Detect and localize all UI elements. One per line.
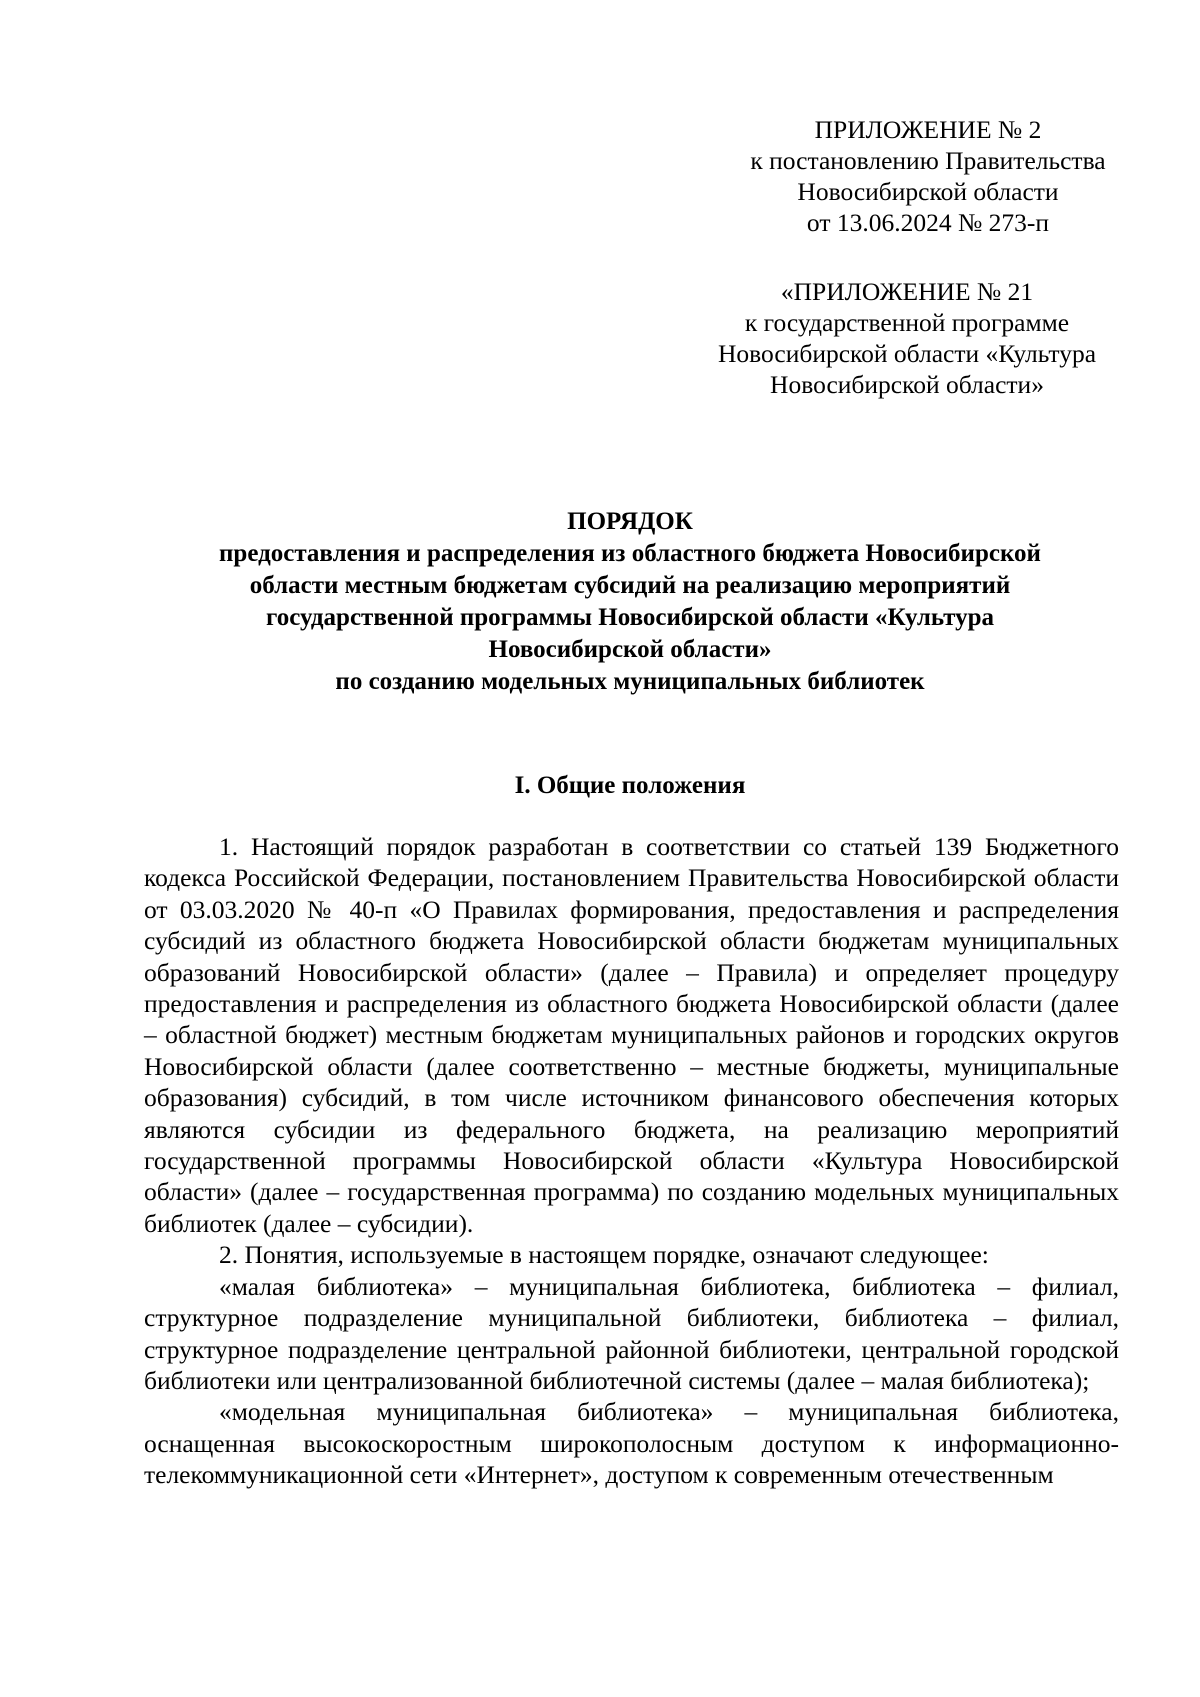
title-line: Новосибирской области» bbox=[488, 636, 772, 663]
paragraph: 1. Настоящий порядок разработан в соответствии со статьей 139 Бюджетного кодекса Российской Федерации, постановлением Правительства Новосибирской области от 03.03.2020 № 40-п «О Правилах формирования, предоставления и распределения субсидий из областного бюджета Новосибирской области бюджетам муниципальных образований Новосибирской области» (далее – Правила) и определяет процедуру предоставления и распределения из областного бюджета Новосибирской области (далее – областной бюджет) местным бюджетам муниципальных районов и городских округов Новосибирской области (далее соответственно – местные бюджеты, муниципальные образования) субсидий, в том числе источником финансового обеспечения которых являются субсидии из федерального бюджета, на реализацию мероприятий государственной программы Новосибирской области «Культура Новосибирской области» (далее – государственная программа) по созданию модельных муниципальных библиотек (далее – субсидии). bbox=[144, 832, 1119, 1238]
appendix-line: к постановлению Правительства bbox=[750, 146, 1106, 175]
section-heading: I. Общие положения bbox=[514, 772, 746, 799]
appendix-line: Новосибирской области» bbox=[770, 370, 1044, 399]
title-line: предоставления и распределения из областного бюджета Новосибирской bbox=[219, 540, 1041, 567]
title-line: по созданию модельных муниципальных библиотек bbox=[335, 668, 925, 695]
appendix-header bbox=[728, 114, 1128, 238]
document-title bbox=[140, 506, 1120, 698]
appendix-line: от 13.06.2024 № 273-п bbox=[806, 208, 1050, 237]
title-line: области местным бюджетам субсидий на реализацию мероприятий bbox=[249, 572, 1011, 599]
appendix-line: Новосибирской области bbox=[797, 177, 1059, 206]
appendix-line: к государственной программе bbox=[744, 308, 1070, 337]
appendix-line: ПРИЛОЖЕНИЕ № 2 bbox=[814, 115, 1042, 144]
paragraph: «малая библиотека» – муниципальная библиотека, библиотека – филиал, структурное подразделение муниципальной библиотеки, библиотека – филиал, структурное подразделение центральной районной библиотеки, центральной городской библиотеки или централизованной библиотечной системы (далее – малая библиотека); bbox=[144, 1271, 1119, 1395]
title-line: государственной программы Новосибирской области «Культура bbox=[265, 604, 995, 631]
paragraph: «модельная муниципальная библиотека» – муниципальная библиотека, оснащенная высокоскоростным широкополосным доступом к информационно-телекоммуникационной сети «Интернет», доступом к современным отечественным bbox=[144, 1397, 1119, 1490]
program-appendix-header bbox=[682, 276, 1132, 400]
paragraph: 2. Понятия, используемые в настоящем порядке, означают следующее: bbox=[219, 1240, 989, 1270]
title-heading: ПОРЯДОК bbox=[567, 508, 693, 535]
appendix-line: «ПРИЛОЖЕНИЕ № 21 bbox=[780, 277, 1034, 306]
appendix-line: Новосибирской области «Культура bbox=[717, 339, 1097, 368]
document-body bbox=[144, 831, 1119, 1491]
